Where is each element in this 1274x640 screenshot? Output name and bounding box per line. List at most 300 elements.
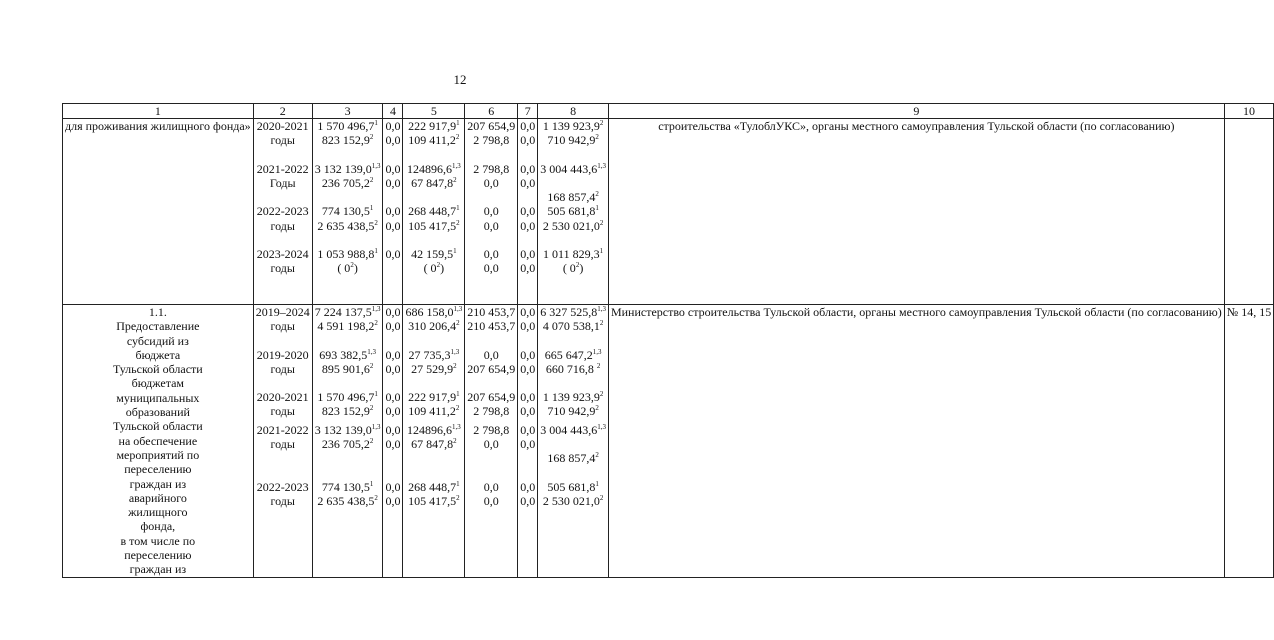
value-text: 1 570 496,7 [317, 119, 375, 133]
group-gap [540, 148, 606, 162]
value-group [315, 162, 381, 205]
value-line [405, 219, 462, 233]
value-line [405, 261, 462, 275]
footnote-mark: 2 [453, 361, 457, 370]
value-line [315, 162, 381, 176]
value-line: 0,0 [385, 133, 401, 148]
activity-name-line: переселению [124, 548, 192, 563]
value-text: 1 139 923,9 [542, 119, 600, 133]
value-group [520, 119, 535, 148]
value-group [520, 204, 535, 233]
fund-cell [538, 305, 609, 578]
value-line [405, 204, 462, 218]
value-group [385, 162, 400, 205]
value-text: 505 681,8 [547, 204, 596, 219]
footnote-mark: 2 [595, 190, 599, 199]
value-group [385, 247, 400, 276]
value-line: 0,0 [483, 479, 499, 494]
value-line: годы [270, 404, 295, 419]
footnote-mark: 2 [455, 133, 460, 142]
value-line: 2019–2024 [255, 305, 310, 319]
group-gap [385, 376, 400, 390]
value-group [385, 348, 400, 377]
value-tail: ) [440, 261, 445, 276]
value-text: 686 158,0 [405, 305, 454, 319]
value-text: 268 448,7 [408, 479, 457, 494]
footnote-mark: 2 [575, 261, 580, 270]
activity-name-line: Тульской области [112, 419, 203, 434]
value-group [467, 162, 515, 205]
value-line [540, 423, 606, 437]
value-line [315, 437, 381, 451]
group-gap [467, 233, 515, 247]
value-line: 0,0 [385, 479, 401, 494]
footnote-mark: 2 [374, 493, 378, 502]
value-group [256, 390, 310, 419]
header-col-7: 7 [518, 104, 538, 119]
value-line: 0,0 [385, 305, 401, 319]
group-gap [256, 148, 310, 162]
group-gap [520, 466, 535, 480]
header-col-9: 9 [608, 104, 1224, 119]
value-line: 0,0 [483, 247, 499, 262]
value-group [540, 390, 606, 419]
value-line: 207 654,9 [467, 361, 516, 376]
value-line [540, 451, 606, 465]
activity-name-cell [63, 305, 254, 578]
value-group [405, 247, 462, 276]
value-line [315, 348, 381, 362]
value-line [315, 305, 381, 319]
activity-name-line: 1.1. [148, 305, 167, 319]
footnote-mark: 1,3 [371, 161, 381, 170]
value-group [385, 204, 400, 233]
footnote-mark: 2 [374, 218, 378, 227]
value-group [405, 480, 462, 509]
value-line [315, 362, 381, 376]
footnote-mark: 2 [599, 218, 604, 227]
value-line [540, 362, 606, 376]
group-gap [540, 376, 606, 390]
extra-budget-cell [518, 305, 538, 578]
footnote-mark: 1,3 [450, 347, 460, 356]
value-line: 2 798,8 [473, 161, 510, 176]
value-line: 2022-2023 [256, 204, 309, 219]
activity-name-line: фонда, [140, 519, 176, 534]
activity-name-cell: для проживания жилищного фонда» [63, 119, 254, 305]
footnote-mark: 1 [595, 479, 599, 488]
group-gap [520, 148, 535, 162]
value-group [540, 204, 606, 233]
value-line: годы [270, 493, 295, 508]
value-group [405, 162, 462, 205]
value-group [540, 480, 606, 509]
group-gap [256, 233, 310, 247]
value-text: 42 159,5 [411, 247, 454, 262]
value-line: годы [270, 218, 295, 233]
value-line [540, 119, 606, 133]
value-text: 6 327 525,8 [540, 305, 598, 319]
value-line: 0,0 [385, 437, 401, 452]
group-gap [540, 233, 606, 247]
activity-name-line: бюджета [135, 347, 181, 362]
value-line: 2 798,8 [473, 404, 510, 419]
footnote-mark: 1 [595, 204, 599, 213]
period-cell [253, 119, 312, 305]
value-line: 0,0 [520, 479, 536, 494]
header-col-3: 3 [312, 104, 383, 119]
footnote-mark: 1 [374, 390, 378, 399]
group-gap [467, 466, 515, 480]
value-line: годы [270, 437, 295, 452]
value-line: 0,0 [520, 119, 536, 133]
value-line [405, 190, 462, 204]
activity-name-line: образований [125, 405, 190, 420]
value-text: 268 448,7 [408, 204, 457, 219]
group-gap [520, 376, 535, 390]
footnote-mark: 2 [436, 261, 441, 270]
value-text: 67 847,8 [411, 437, 454, 452]
group-gap [467, 376, 515, 390]
group-gap [520, 233, 535, 247]
value-line [540, 162, 606, 176]
total-cell [312, 305, 383, 578]
activity-name-line: на обеспечение [118, 433, 198, 448]
footnote-mark: 2 [599, 390, 604, 399]
value-line [540, 176, 606, 190]
value-line: 0,0 [385, 493, 401, 508]
value-line [405, 480, 462, 494]
value-group [520, 162, 535, 205]
value-line: 2019-2020 [256, 347, 309, 362]
value-line [540, 219, 606, 233]
value-text: 2 530 021,0 [542, 493, 600, 508]
group-gap [540, 334, 606, 348]
value-line: 0,0 [385, 119, 401, 133]
value-line [315, 219, 381, 233]
value-text: 2 635 438,5 [317, 218, 375, 233]
group-gap [315, 376, 381, 390]
header-col-5: 5 [403, 104, 465, 119]
value-group [315, 423, 381, 466]
value-group [256, 305, 310, 334]
value-group [540, 305, 606, 334]
value-group [315, 119, 381, 148]
group-gap [385, 466, 400, 480]
value-group [315, 348, 381, 377]
value-text: 3 132 139,0 [314, 422, 372, 437]
value-line: 0,0 [520, 422, 536, 437]
value-text: 124896,6 [406, 422, 452, 437]
value-line [540, 133, 606, 147]
value-text: 774 130,5 [321, 479, 370, 494]
value-line: 210 453,7 [467, 319, 516, 334]
value-line [315, 176, 381, 190]
value-group [467, 480, 515, 509]
value-line: 0,0 [520, 390, 536, 405]
value-line: 0,0 [483, 347, 499, 362]
value-group [520, 423, 535, 466]
value-group [256, 204, 310, 233]
value-line [467, 451, 515, 465]
value-line [405, 423, 462, 437]
value-group [540, 119, 606, 148]
group-gap [385, 233, 400, 247]
group-gap [467, 334, 515, 348]
value-line: 2020-2021 [256, 119, 309, 133]
fund-cell [538, 119, 609, 305]
value-line [385, 451, 400, 465]
value-text: 1 053 988,8 [317, 247, 375, 262]
value-line: 0,0 [385, 319, 401, 334]
value-line: 0,0 [520, 175, 536, 190]
value-group [256, 348, 310, 377]
footnote-mark: 1,3 [597, 305, 606, 313]
value-line [385, 261, 400, 275]
value-line [405, 348, 462, 362]
value-line: 0,0 [483, 493, 499, 508]
group-gap [467, 148, 515, 162]
footnote-mark: 2 [369, 175, 374, 184]
value-line [405, 162, 462, 176]
municipal-cell [465, 305, 518, 578]
value-line: 0,0 [520, 247, 536, 262]
value-line: 2 798,8 [473, 422, 510, 437]
value-line: 0,0 [483, 175, 499, 190]
activity-name-line: аварийного [128, 490, 187, 505]
value-line [315, 451, 381, 465]
group-gap [385, 334, 400, 348]
footnote-mark: 1 [456, 390, 460, 399]
total-cell [312, 119, 383, 305]
value-line [405, 362, 462, 376]
value-line: 0,0 [385, 422, 401, 437]
value-line: 0,0 [520, 404, 536, 419]
value-group [385, 119, 400, 148]
value-text: 2 635 438,5 [317, 493, 375, 508]
value-text: 3 132 139,0 [314, 161, 372, 176]
value-line: годы [270, 361, 295, 376]
group-gap [405, 233, 462, 247]
value-text: 3 004 443,6 [540, 422, 598, 437]
activity-name-line: в том числе по [120, 533, 196, 548]
value-text: 222 917,9 [408, 390, 457, 405]
value-text: 27 735,3 [408, 347, 451, 362]
value-group [256, 423, 310, 466]
footnote-mark: 2 [456, 319, 460, 328]
footnote-mark: 2 [369, 404, 374, 413]
header-col-10: 10 [1224, 104, 1273, 119]
value-line [520, 451, 535, 465]
activity-name-line: жилищного [128, 505, 188, 520]
value-line: 0,0 [483, 204, 499, 219]
value-line: 0,0 [520, 261, 536, 276]
value-group [385, 305, 400, 334]
value-line [315, 190, 381, 204]
value-group [467, 305, 515, 334]
group-gap [256, 376, 310, 390]
value-group [405, 305, 462, 334]
value-line [256, 451, 310, 465]
value-line [540, 480, 606, 494]
footnote-mark: 1,3 [453, 305, 463, 313]
value-text: 222 917,9 [408, 119, 457, 133]
value-text: 710 942,9 [547, 133, 596, 148]
group-gap [405, 376, 462, 390]
footnote-mark: 2 [453, 175, 457, 184]
value-group [540, 247, 606, 276]
value-line: 0,0 [385, 390, 401, 405]
value-line: 0,0 [520, 161, 536, 176]
regional-cell [403, 119, 465, 305]
value-group [467, 119, 515, 148]
footnote-mark: 2 [595, 451, 599, 460]
value-line [315, 494, 381, 508]
value-text: 505 681,8 [547, 479, 596, 494]
value-text: 168 857,4 [547, 190, 596, 205]
value-line [315, 480, 381, 494]
footnote-mark: 1 [456, 119, 460, 127]
value-group [540, 423, 606, 466]
value-text: 1 011 829,3 [543, 247, 600, 262]
footnote-mark: 2 [599, 493, 604, 502]
footnote-mark: 2 [350, 261, 354, 270]
footnote-mark: 2 [374, 319, 378, 328]
value-group [540, 162, 606, 205]
header-col-2: 2 [253, 104, 312, 119]
value-group [256, 480, 310, 509]
value-line: 0,0 [385, 218, 401, 233]
value-group [520, 305, 535, 334]
value-text: 710 942,9 [547, 404, 596, 419]
value-text: 67 847,8 [411, 175, 454, 190]
value-text: ( 0 [423, 261, 437, 276]
value-text: 660 716,8 [545, 361, 597, 376]
value-text: 895 901,6 [321, 361, 370, 376]
footnote-mark: 1,3 [592, 347, 602, 356]
value-text: 693 382,5 [319, 347, 368, 362]
value-line: 0,0 [385, 347, 401, 362]
value-group [467, 390, 515, 419]
value-line: 0,0 [385, 404, 401, 419]
group-gap [315, 233, 381, 247]
header-col-8: 8 [538, 104, 609, 119]
value-line: 0,0 [483, 261, 499, 276]
value-line [405, 319, 462, 333]
value-line: 2 798,8 [473, 133, 510, 148]
footnote-mark: 2 [369, 437, 374, 446]
value-group [467, 348, 515, 377]
activity-name-line: субсидий из [126, 333, 189, 348]
group-gap [315, 148, 381, 162]
value-text: 27 529,9 [411, 361, 454, 376]
value-text: 4 591 198,2 [317, 319, 375, 334]
value-line [540, 390, 606, 404]
value-line: 0,0 [385, 247, 401, 262]
footnote-mark: 2 [599, 319, 604, 328]
value-group [256, 247, 310, 276]
activity-name-line: бюджетам [131, 376, 185, 391]
group-gap [540, 466, 606, 480]
value-text: 1 139 923,9 [542, 390, 600, 405]
footnote-mark: 1 [599, 247, 604, 256]
value-group [467, 247, 515, 276]
header-col-4: 4 [383, 104, 403, 119]
footnote-mark: 2 [595, 404, 599, 413]
value-group [405, 390, 462, 419]
value-line [405, 390, 462, 404]
value-group [256, 119, 310, 148]
value-line [540, 319, 606, 333]
footnote-mark: 1 [453, 247, 457, 256]
value-line [540, 261, 606, 275]
value-line: 207 654,9 [467, 119, 516, 133]
page-number: 12 [453, 72, 467, 87]
value-line [405, 305, 462, 319]
value-text: 4 070 538,1 [542, 319, 600, 334]
regional-cell [403, 305, 465, 578]
footnote-mark: 2 [599, 119, 604, 127]
value-group [405, 423, 462, 466]
value-line [405, 119, 462, 133]
value-line [540, 404, 606, 418]
value-line: 0,0 [385, 161, 401, 176]
value-line: 0,0 [520, 319, 536, 334]
value-text: 774 130,5 [321, 204, 370, 219]
value-text: 7 224 137,5 [314, 305, 372, 319]
value-text: 1 570 496,7 [317, 390, 375, 405]
value-line: годы [270, 261, 295, 276]
value-line [405, 247, 462, 261]
footnote-mark: 1 [374, 119, 378, 127]
activity-name-line: Предоставление [116, 319, 200, 334]
period-cell [253, 305, 312, 578]
footnote-mark: 1 [369, 479, 374, 488]
value-line: 0,0 [520, 133, 536, 148]
value-line: 2022-2023 [256, 479, 309, 494]
footnote-mark: 2 [453, 437, 457, 446]
activity-name-line: Тульской области [112, 362, 203, 377]
footnote-mark: 2 [455, 404, 460, 413]
activity-name-line: муниципальных [116, 390, 200, 405]
footnote-mark: 2 [369, 133, 374, 142]
footnote-mark: 1 [456, 204, 460, 213]
value-group [540, 348, 606, 377]
value-group [520, 480, 535, 509]
value-line [315, 390, 381, 404]
value-line: 2021-2022 [256, 161, 309, 176]
value-text: 109 411,2 [408, 133, 456, 148]
value-line: годы [270, 133, 295, 148]
value-line [315, 133, 381, 147]
footnote-mark: 2 [456, 493, 460, 502]
extra-budget-cell [518, 119, 538, 305]
value-line: 0,0 [385, 175, 401, 190]
header-row [63, 104, 1274, 119]
value-group [315, 305, 381, 334]
footnote-mark: 1,3 [367, 347, 376, 356]
value-line [540, 305, 606, 319]
value-group [405, 119, 462, 148]
group-gap [405, 148, 462, 162]
value-tail: ) [353, 261, 358, 276]
value-line: 0,0 [520, 437, 536, 452]
value-text: 124896,6 [406, 161, 452, 176]
value-text: 3 004 443,6 [540, 161, 598, 176]
activity-name-line: граждан из [129, 476, 187, 491]
value-group [315, 390, 381, 419]
footnote-mark: 1 [456, 479, 460, 488]
